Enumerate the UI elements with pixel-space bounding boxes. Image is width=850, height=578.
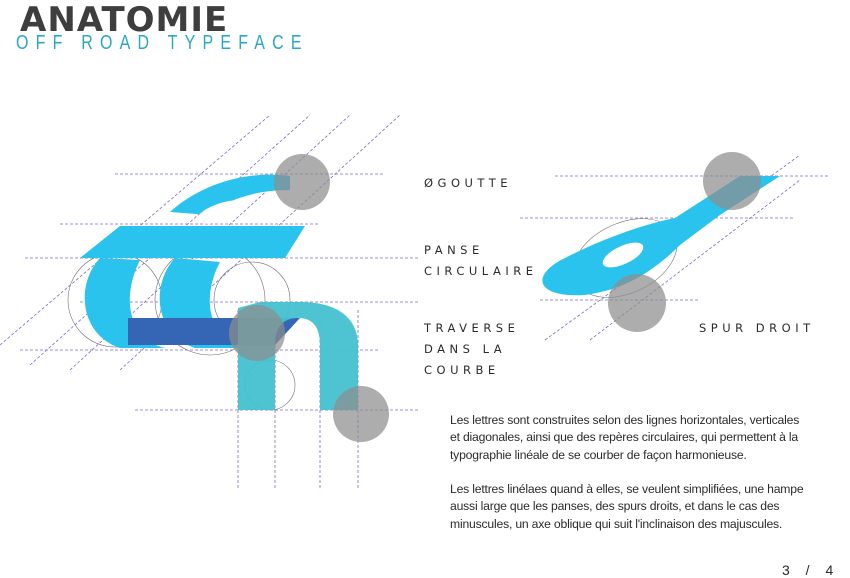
page-title: ANATOMIE (20, 0, 229, 40)
label-traverse: TRAVERSE DANS LA COURBE (424, 321, 520, 377)
label-goutte: ØGOUTTE (424, 176, 513, 190)
page-subtitle: OFF ROAD TYPEFACE (16, 32, 309, 54)
body-paragraph-2: Les lettres linélaes quand à elles, se veulent simplifiées, une hampe aussi large que les panses, des spurs droits, et dans le cas des minuscules, un axe oblique qui suit l'inclinaison des majuscules. (450, 482, 804, 531)
label-spur-droit: SPUR DROIT (699, 321, 815, 335)
page-number: 3 / 4 (782, 562, 840, 578)
label-panse-circulaire: PANSE CIRCULAIRE (424, 243, 538, 278)
body-paragraph-1: Les lettres sont construites selon des lignes horizontales, verticales et diagonales, ainsi que des repères circulaires, qui permettent à la typographie linéale de se courber de façon harmonieuse. (450, 413, 800, 462)
